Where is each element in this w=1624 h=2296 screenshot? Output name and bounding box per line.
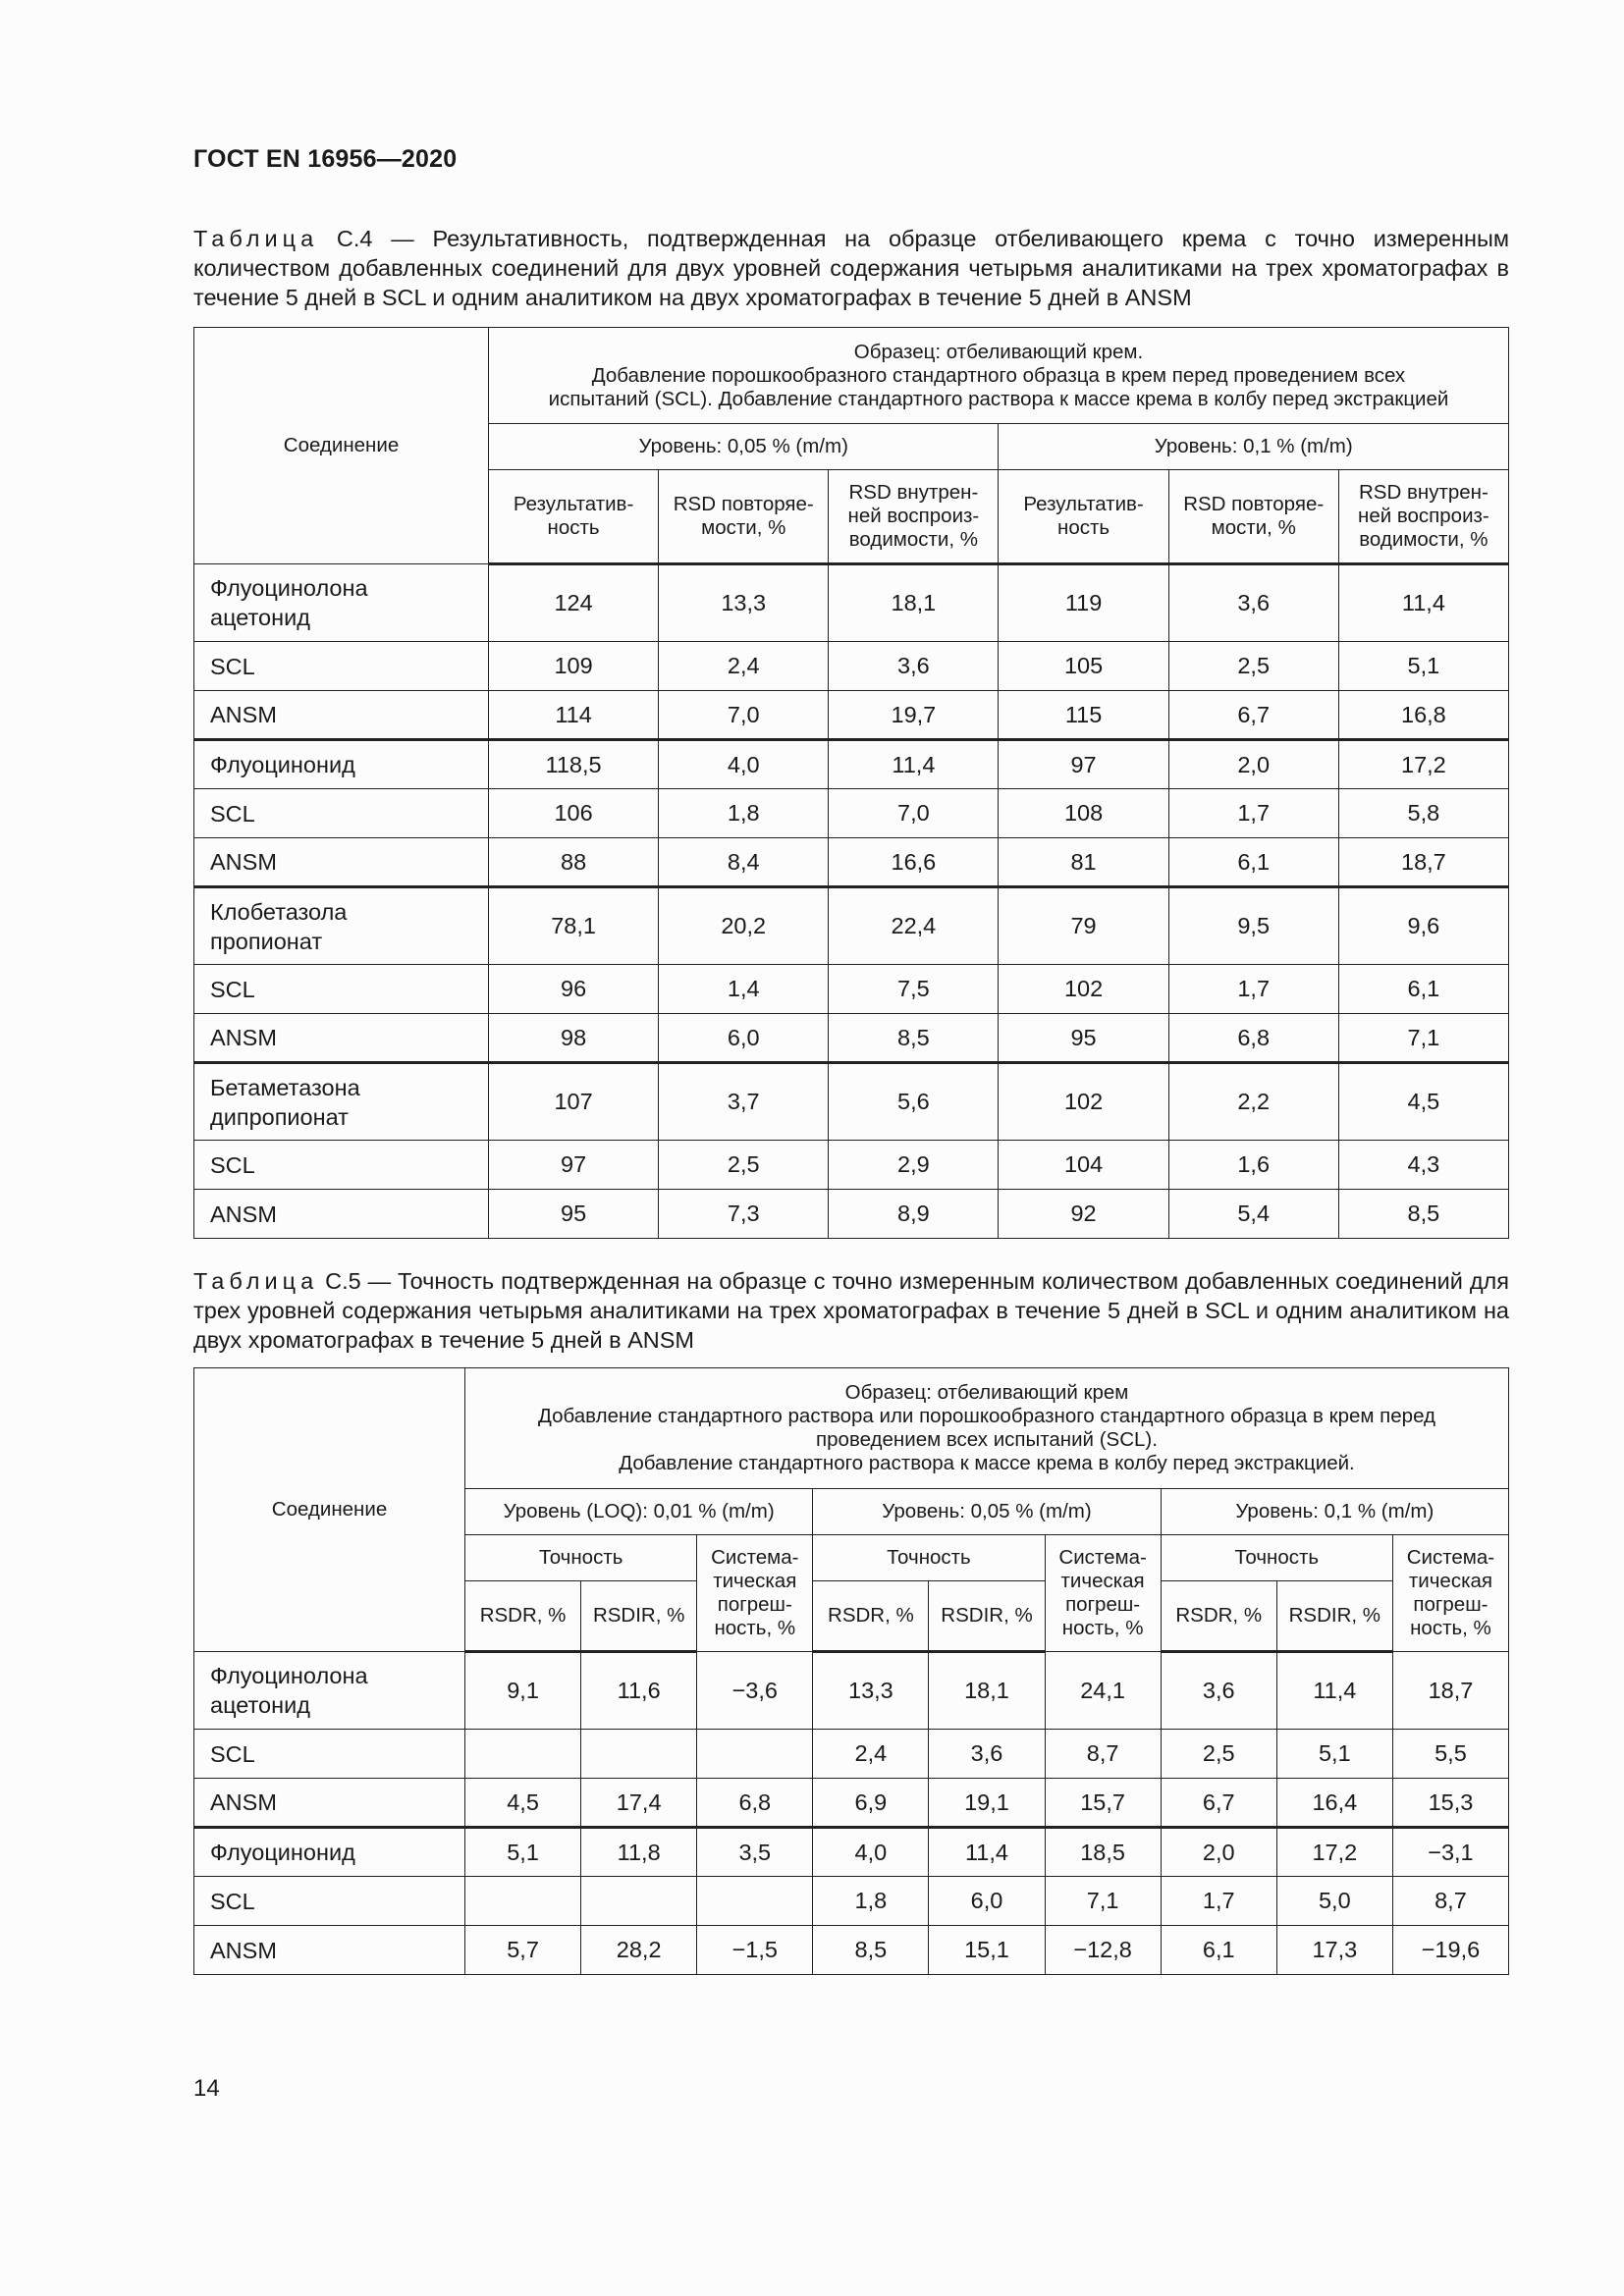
table-cell: 18,7: [1338, 838, 1508, 887]
table-cell: 78,1: [489, 887, 659, 965]
table-cell: 95: [489, 1190, 659, 1239]
table-cell: 11,4: [829, 740, 999, 789]
table-cell: 13,3: [659, 564, 829, 642]
rsdr-header: RSDR, %: [465, 1581, 581, 1652]
table-cell: 4,5: [465, 1779, 581, 1828]
table-cell: 5,5: [1392, 1730, 1508, 1779]
table-cell: 8,9: [829, 1190, 999, 1239]
table-cell: 119: [999, 564, 1168, 642]
table-cell: 20,2: [659, 887, 829, 965]
compound-header: Соединение: [194, 328, 489, 564]
table-cell: 3,7: [659, 1063, 829, 1141]
table-row: [194, 838, 1509, 887]
table-cell: 7,1: [1045, 1877, 1161, 1926]
table-cell: 8,5: [1338, 1190, 1508, 1239]
table-row: [194, 1779, 1509, 1828]
table-row: [194, 691, 1509, 740]
table-row: [194, 1141, 1509, 1190]
table-cell: 4,0: [659, 740, 829, 789]
accuracy-header: Точность: [1161, 1535, 1392, 1581]
table-cell: 18,7: [1392, 1652, 1508, 1730]
table-c5: [193, 1367, 1509, 1975]
table-cell: 2,5: [1161, 1730, 1276, 1779]
table-cell: 11,8: [581, 1828, 697, 1877]
accuracy-header: Точность: [465, 1535, 697, 1581]
table-cell: 7,0: [829, 789, 999, 838]
table-cell: 11,6: [581, 1652, 697, 1730]
page-header: ГОСТ EN 16956—2020: [193, 145, 458, 173]
table-cell: 4,0: [813, 1828, 929, 1877]
column-header: RSD внутрен- ней воспроиз- водимости, %: [1338, 470, 1508, 564]
table-row: [194, 1877, 1509, 1926]
table-cell: 105: [999, 642, 1168, 691]
table-cell: 124: [489, 564, 659, 642]
systematic-error-header: Система- тическая погреш- ность, %: [697, 1535, 813, 1652]
table-cell: 88: [489, 838, 659, 887]
level-header: Уровень: 0,05 % (m/m): [489, 424, 999, 470]
table-cell: 79: [999, 887, 1168, 965]
table-cell: 108: [999, 789, 1168, 838]
compound-name: ANSM: [194, 691, 489, 740]
level-header: Уровень: 0,1 % (m/m): [999, 424, 1509, 470]
table-cell: [465, 1877, 581, 1926]
table-cell: −3,1: [1392, 1828, 1508, 1877]
table-cell: 24,1: [1045, 1652, 1161, 1730]
table-cell: 107: [489, 1063, 659, 1141]
table-cell: 8,7: [1045, 1730, 1161, 1779]
table-c4-caption-label: Таблица: [193, 226, 319, 251]
table-cell: 2,4: [813, 1730, 929, 1779]
table-cell: 97: [489, 1141, 659, 1190]
table-row: [194, 740, 1509, 789]
compound-name: ANSM: [194, 1779, 465, 1828]
compound-name: SCL: [194, 965, 489, 1014]
table-cell: 7,5: [829, 965, 999, 1014]
compound-name: Флуоцинонид: [194, 1828, 465, 1877]
table-cell: 2,5: [1168, 642, 1338, 691]
table-cell: 2,5: [659, 1141, 829, 1190]
compound-name: ANSM: [194, 838, 489, 887]
table-cell: 19,7: [829, 691, 999, 740]
sample-header: Образец: отбеливающий крем. Добавление порошкообразного стандартного образца в крем перед проведением всех испытаний (SCL). Добавление стандартного раствора к массе крема в колбу перед экстракцией: [489, 328, 1509, 424]
table-cell: 6,8: [697, 1779, 813, 1828]
rsdr-header: RSDR, %: [1161, 1581, 1276, 1652]
column-header: Результатив- ность: [489, 470, 659, 564]
table-cell: 16,8: [1338, 691, 1508, 740]
table-cell: 5,1: [465, 1828, 581, 1877]
table-cell: 19,1: [929, 1779, 1045, 1828]
column-header: Результатив- ность: [999, 470, 1168, 564]
table-c4-caption-text: С.4 — Результативность, подтвержденная на образце отбеливающего крема с точно измеренным количеством добавленных соединений для двух уровней содержания четырьмя аналитиками на трех хроматографах в течение 5 дней в SCL и одним аналитиком на двух хроматографах в течение 5 дней в ANSM: [193, 226, 1509, 310]
table-cell: 17,2: [1276, 1828, 1392, 1877]
compound-name: Бетаметазона дипропионат: [194, 1063, 489, 1141]
table-cell: 15,3: [1392, 1779, 1508, 1828]
table-cell: 1,7: [1161, 1877, 1276, 1926]
table-cell: 118,5: [489, 740, 659, 789]
table-row: [194, 1730, 1509, 1779]
table-cell: 4,3: [1338, 1141, 1508, 1190]
table-cell: 5,8: [1338, 789, 1508, 838]
table-cell: 1,7: [1168, 965, 1338, 1014]
table-cell: 6,9: [813, 1779, 929, 1828]
table-cell: 7,1: [1338, 1014, 1508, 1063]
table-row: [194, 1063, 1509, 1141]
table-cell: 3,6: [929, 1730, 1045, 1779]
compound-name: SCL: [194, 789, 489, 838]
table-c4: [193, 327, 1509, 1239]
table-cell: 18,1: [929, 1652, 1045, 1730]
table-cell: 2,9: [829, 1141, 999, 1190]
table-cell: 11,4: [1338, 564, 1508, 642]
table-row: [194, 965, 1509, 1014]
column-header: RSD повторяе- мости, %: [1168, 470, 1338, 564]
compound-name: Флуоцинолона ацетонид: [194, 1652, 465, 1730]
table-cell: −3,6: [697, 1652, 813, 1730]
table-cell: [581, 1730, 697, 1779]
table-cell: 8,4: [659, 838, 829, 887]
table-cell: 11,4: [1276, 1652, 1392, 1730]
table-row: [194, 1014, 1509, 1063]
table-cell: 3,6: [829, 642, 999, 691]
rsdr-header: RSDR, %: [813, 1581, 929, 1652]
table-cell: 15,1: [929, 1926, 1045, 1975]
table-cell: 6,0: [659, 1014, 829, 1063]
compound-header: Соединение: [194, 1368, 465, 1652]
table-cell: 4,5: [1338, 1063, 1508, 1141]
table-cell: 7,3: [659, 1190, 829, 1239]
table-cell: 2,2: [1168, 1063, 1338, 1141]
table-cell: 96: [489, 965, 659, 1014]
table-cell: 1,7: [1168, 789, 1338, 838]
level-header: Уровень: 0,05 % (m/m): [813, 1489, 1161, 1535]
column-header: RSD внутрен- ней воспроиз- водимости, %: [829, 470, 999, 564]
table-cell: 5,4: [1168, 1190, 1338, 1239]
table-cell: 6,0: [929, 1877, 1045, 1926]
table-cell: 16,6: [829, 838, 999, 887]
table-cell: 8,5: [813, 1926, 929, 1975]
table-row: [194, 564, 1509, 642]
table-cell: 6,7: [1168, 691, 1338, 740]
table-cell: 9,5: [1168, 887, 1338, 965]
table-cell: 6,8: [1168, 1014, 1338, 1063]
compound-name: ANSM: [194, 1926, 465, 1975]
table-cell: 11,4: [929, 1828, 1045, 1877]
table-row: [194, 642, 1509, 691]
table-cell: −1,5: [697, 1926, 813, 1975]
table-cell: 22,4: [829, 887, 999, 965]
rsdir-header: RSDIR, %: [581, 1581, 697, 1652]
page-number: 14: [193, 2075, 220, 2102]
table-c4-caption: [193, 224, 1509, 312]
table-cell: 5,7: [465, 1926, 581, 1975]
level-header: Уровень (LOQ): 0,01 % (m/m): [465, 1489, 813, 1535]
table-cell: 9,1: [465, 1652, 581, 1730]
table-cell: 6,7: [1161, 1779, 1276, 1828]
table-cell: 81: [999, 838, 1168, 887]
table-cell: [697, 1730, 813, 1779]
table-cell: 1,6: [1168, 1141, 1338, 1190]
table-cell: 102: [999, 965, 1168, 1014]
table-cell: 8,5: [829, 1014, 999, 1063]
compound-name: SCL: [194, 642, 489, 691]
table-cell: 109: [489, 642, 659, 691]
table-cell: 2,4: [659, 642, 829, 691]
table-cell: 95: [999, 1014, 1168, 1063]
table-cell: 2,0: [1161, 1828, 1276, 1877]
table-cell: 17,2: [1338, 740, 1508, 789]
table-cell: 6,1: [1161, 1926, 1276, 1975]
table-cell: 5,6: [829, 1063, 999, 1141]
table-cell: [581, 1877, 697, 1926]
table-cell: −12,8: [1045, 1926, 1161, 1975]
table-cell: 5,0: [1276, 1877, 1392, 1926]
table-cell: 15,7: [1045, 1779, 1161, 1828]
table-cell: 92: [999, 1190, 1168, 1239]
table-cell: 3,6: [1168, 564, 1338, 642]
compound-name: ANSM: [194, 1190, 489, 1239]
table-cell: 17,4: [581, 1779, 697, 1828]
table-cell: 7,0: [659, 691, 829, 740]
table-cell: 104: [999, 1141, 1168, 1190]
compound-name: Флуоцинолона ацетонид: [194, 564, 489, 642]
table-c5-caption: [193, 1266, 1509, 1355]
table-cell: 115: [999, 691, 1168, 740]
table-cell: 3,5: [697, 1828, 813, 1877]
accuracy-header: Точность: [813, 1535, 1045, 1581]
systematic-error-header: Система- тическая погреш- ность, %: [1045, 1535, 1161, 1652]
table-cell: 97: [999, 740, 1168, 789]
table-cell: 18,1: [829, 564, 999, 642]
table-row: [194, 789, 1509, 838]
table-cell: 6,1: [1168, 838, 1338, 887]
column-header: RSD повторяе- мости, %: [659, 470, 829, 564]
compound-name: SCL: [194, 1730, 465, 1779]
level-header: Уровень: 0,1 % (m/m): [1161, 1489, 1508, 1535]
table-cell: [465, 1730, 581, 1779]
table-cell: 5,1: [1338, 642, 1508, 691]
table-c5-caption-label: Таблица: [193, 1268, 319, 1294]
table-cell: 106: [489, 789, 659, 838]
rsdir-header: RSDIR, %: [1276, 1581, 1392, 1652]
compound-name: SCL: [194, 1877, 465, 1926]
table-cell: 3,6: [1161, 1652, 1276, 1730]
table-row: [194, 1828, 1509, 1877]
systematic-error-header: Система- тическая погреш- ность, %: [1392, 1535, 1508, 1652]
rsdir-header: RSDIR, %: [929, 1581, 1045, 1652]
table-cell: [697, 1877, 813, 1926]
table-row: [194, 1652, 1509, 1730]
table-cell: 5,1: [1276, 1730, 1392, 1779]
table-c5-caption-text: С.5 — Точность подтвержденная на образце с точно измеренным количеством добавленных соединений для трех уровней содержания четырьмя аналитиками на трех хроматографах в течение 5 дней в SCL и одним аналитиком на двух хроматографах в течение 5 дней в ANSM: [193, 1268, 1509, 1353]
sample-header: Образец: отбеливающий крем Добавление стандартного раствора или порошкообразного стандартного образца в крем перед проведением всех испытаний (SCL). Добавление стандартного раствора к массе крема в колбу перед экстракцией.: [465, 1368, 1509, 1489]
table-cell: 1,8: [813, 1877, 929, 1926]
table-row: [194, 887, 1509, 965]
table-cell: 2,0: [1168, 740, 1338, 789]
table-cell: 16,4: [1276, 1779, 1392, 1828]
table-cell: 6,1: [1338, 965, 1508, 1014]
table-cell: 1,8: [659, 789, 829, 838]
table-row: [194, 1190, 1509, 1239]
table-cell: 102: [999, 1063, 1168, 1141]
compound-name: SCL: [194, 1141, 489, 1190]
table-cell: 28,2: [581, 1926, 697, 1975]
compound-name: Флуоцинонид: [194, 740, 489, 789]
table-cell: 1,4: [659, 965, 829, 1014]
table-cell: 8,7: [1392, 1877, 1508, 1926]
table-row: [194, 1926, 1509, 1975]
compound-name: ANSM: [194, 1014, 489, 1063]
table-cell: −19,6: [1392, 1926, 1508, 1975]
table-cell: 18,5: [1045, 1828, 1161, 1877]
table-cell: 98: [489, 1014, 659, 1063]
table-cell: 17,3: [1276, 1926, 1392, 1975]
table-cell: 13,3: [813, 1652, 929, 1730]
compound-name: Клобетазола пропионат: [194, 887, 489, 965]
table-cell: 114: [489, 691, 659, 740]
table-cell: 9,6: [1338, 887, 1508, 965]
